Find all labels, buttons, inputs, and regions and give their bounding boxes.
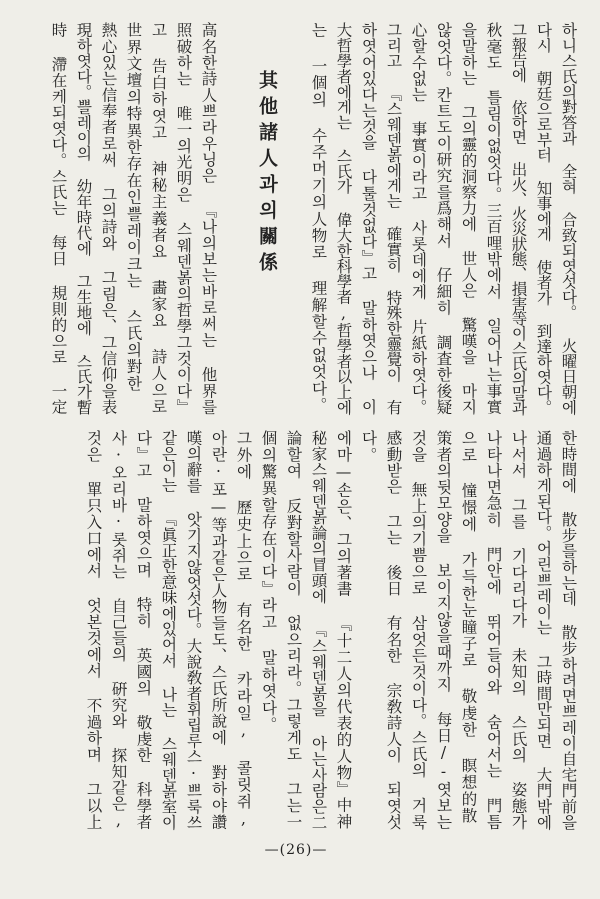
lower-column-5: 으로 憧憬에 가득한눈瞳子로 敬虔한 瞑想的散	[459, 430, 478, 825]
lower-column-14: 그外에 歷史上으로 有名한 카라일, 콜릿쥐,	[234, 430, 253, 830]
upper-column-12: 高名한詩人쁘라우닝은 『나의보는바로써는 他界를	[199, 22, 218, 415]
lower-column-10: 에마—손은、그의著書 『十二人의代表的人物』中神	[334, 430, 353, 830]
upper-column-13: 照破하는 唯一의光明은 스웨덴볽의哲學그것이다』	[174, 22, 193, 415]
lower-column-12: 論할여 反對할사람이 없으리라。그렇게도 그는一	[284, 430, 303, 830]
upper-column-17: 現하엿다。쁠레이의 幼年時代에 그生地에 스氏가暫	[74, 22, 93, 415]
upper-column-4: 秋毫도 틀림이없엇다。三百哩밖에서 일어나는事實	[484, 22, 503, 415]
lower-column-4: 나타나면急히 門안에 뛰어들어와 숨어서는 門틈	[484, 430, 503, 830]
upper-column-7: 心할수없는 事實이라고 사롯데에게 片紙하엿다。	[409, 22, 428, 415]
lower-column-15: 아란·포—等과같은人物들도、스氏所說에 對하야讚	[209, 430, 228, 830]
lower-column-7: 것을 無上의기쁨으로 삼엇든것이다。스氏의 거룩	[409, 430, 428, 830]
lower-column-19: 사·오리바·롯쥐는 自己들의 硏究와 探知같은,	[109, 430, 128, 830]
upper-column-15: 世界文壇의特異한存在인쁠레이크는 스氏의對한	[124, 22, 143, 392]
upper-column-5: 을말하는 그의靈的洞察力에 世人은 驚嘆을 마지	[459, 22, 478, 415]
upper-column-6: 않엇다。칸트도이研究를爲해서 仔細히 調査한後疑	[434, 22, 453, 415]
upper-column-2: 다시 朝廷으로부터 知事에게 使者가 到達하엿다。	[534, 22, 553, 415]
lower-column-11: 秘家스웨덴볽論의冒頭에 『스웨덴볽을 아는사람은二	[309, 430, 328, 830]
lower-column-16: 嘆의辭를 앗기지않엇섯다。大說敎者휘립루스·쁘룩쓰	[184, 430, 203, 830]
lower-column-6: 策者의뒷모양을 보이지않을때까지 每日/-엿보는	[434, 430, 453, 830]
upper-column-3: 그報告에 依하면 出火、火災狀態、損害等이스氏의말과	[509, 22, 528, 415]
lower-column-20: 것은 單只入口에서 엇본것에서 不過하며 그以上	[84, 430, 103, 830]
lower-column-8: 感動받은 그는 後日 有名한 宗敎詩人이 되엿섯	[384, 430, 403, 830]
upper-column-16: 熱心있는信奉者로써 그의詩와 그림은、그信仰을表	[99, 22, 118, 415]
lower-column-18: 다』고 말하엿으며 特히 英國의 敬虔한 科學者	[134, 430, 153, 830]
upper-column-11: 는 一個의 수주머기의人物로 理解할수없엇다。	[309, 22, 328, 414]
upper-column-9: 하엿어있다는것을 다툴것없다』고 말하엿으나 이	[359, 22, 378, 415]
lower-column-17: 같은이는 『眞正한意味에있어서 나는 스웨덴볽室이	[159, 430, 178, 830]
upper-column-18: 時 滯在케되엿다。스氏는 每日 規則的으로 一定	[49, 22, 68, 415]
upper-column-1: 하니스氏의對答과 全혀 合致되엿섯다。 火曜日朝에	[559, 22, 578, 415]
upper-column-8: 그리고 『스웨덴볽에게는 確實히 特殊한靈覺이 有	[384, 22, 403, 415]
upper-column-10: 大哲學者에게는 스氏가 偉大한科學者,哲學者以上에	[334, 22, 353, 415]
lower-column-1: 한時間에 散步를하는데 散步하려면쁘레이自宅門前을	[559, 430, 578, 830]
lower-column-3: 나서서 그를 기다리다가 未知의 스氏의 姿態가	[509, 430, 528, 830]
upper-column-14: 고 告白하엿고 神秘主義者요 畵家요 詩人으로	[149, 22, 168, 415]
lower-column-9: 다。	[359, 430, 378, 464]
section-heading: 其他諸人과의關係	[256, 70, 278, 278]
lower-column-13: 個의驚異할存在이다』라고 말하엿다。	[259, 430, 278, 734]
lower-column-2: 通過하게된다。어린쁘레이는 그時間만되면 大門밖에	[534, 430, 553, 830]
page-number: —(26)—	[264, 842, 328, 858]
